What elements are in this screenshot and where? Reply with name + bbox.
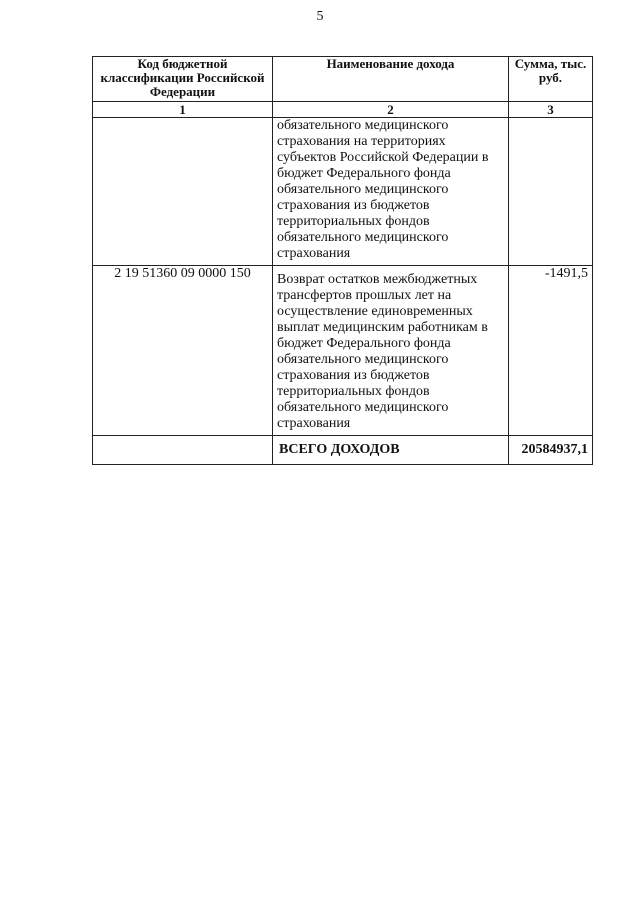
- total-code-empty: [93, 436, 273, 465]
- name-line: страхования из бюджетов: [277, 198, 430, 213]
- page-number: 5: [316, 9, 324, 24]
- column-number: 1: [93, 102, 273, 118]
- column-number: 2: [273, 102, 509, 118]
- header-code: Код бюджетной классификации Российской Федерации: [93, 57, 273, 102]
- revenue-table: [92, 56, 593, 465]
- name-line: обязательного медицинского: [277, 352, 449, 367]
- row-name: [273, 266, 509, 436]
- name-line: страхования на территориях: [277, 134, 446, 149]
- name-line: обязательного медицинского: [277, 118, 449, 133]
- name-line: бюджет Федерального фонда: [277, 166, 451, 181]
- name-line: осуществление единовременных: [277, 304, 473, 319]
- header-amount: Сумма, тыс. руб.: [509, 57, 593, 102]
- row-amount: -1491,5: [509, 266, 593, 436]
- name-line: страхования: [277, 246, 351, 261]
- total-row: [93, 436, 593, 465]
- column-number: 3: [509, 102, 593, 118]
- total-amount: 20584937,1: [509, 436, 593, 465]
- total-label: ВСЕГО ДОХОДОВ: [273, 436, 509, 465]
- name-line: трансфертов прошлых лет на: [277, 288, 452, 303]
- name-line: территориальных фондов: [277, 214, 430, 229]
- name-line: страхования из бюджетов: [277, 368, 430, 383]
- name-line: страхования: [277, 416, 351, 431]
- row-code: 2 19 51360 09 0000 150: [93, 266, 273, 436]
- name-line: территориальных фондов: [277, 384, 430, 399]
- name-line: Возврат остатков межбюджетных: [277, 272, 478, 287]
- table-row: [93, 266, 593, 436]
- name-line: обязательного медицинского: [277, 230, 449, 245]
- column-number-row: [93, 102, 593, 118]
- header-name: Наименование дохода: [273, 57, 509, 102]
- table-row: [93, 118, 593, 266]
- row-name: [273, 118, 509, 266]
- name-line: субъектов Российской Федерации в: [277, 150, 489, 165]
- name-line: обязательного медицинского: [277, 182, 449, 197]
- table-header-row: [93, 57, 593, 102]
- name-line: бюджет Федерального фонда: [277, 336, 451, 351]
- row-amount: [509, 118, 593, 266]
- row-code: [93, 118, 273, 266]
- name-line: обязательного медицинского: [277, 400, 449, 415]
- name-line: выплат медицинским работникам в: [277, 320, 488, 335]
